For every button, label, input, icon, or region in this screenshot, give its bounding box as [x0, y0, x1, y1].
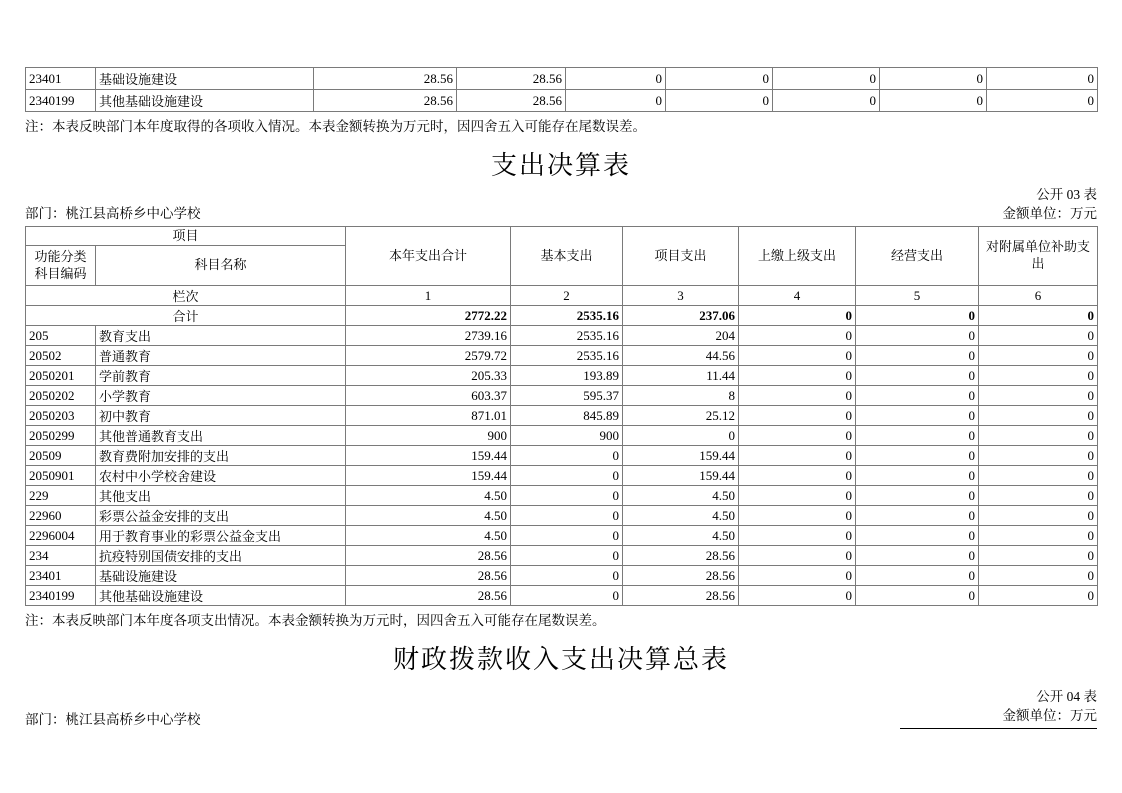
total-value-2: 2535.16 [511, 306, 623, 326]
value-cell: 0 [979, 566, 1098, 586]
expenditure-meta-row [25, 205, 1097, 223]
value-cell: 159.44 [623, 466, 739, 486]
value-cell: 4.50 [623, 486, 739, 506]
income-table-body [26, 68, 1098, 112]
expenditure-unit-label: 金额单位：万元 [1002, 206, 1097, 221]
value-cell: 2739.16 [346, 326, 511, 346]
value-cell: 2535.16 [511, 326, 623, 346]
subject-name-cell: 学前教育 [96, 366, 346, 386]
value-cell: 0 [880, 68, 987, 90]
value-cell: 0 [979, 526, 1098, 546]
subject-name-cell: 普通教育 [96, 346, 346, 366]
total-label: 合计 [26, 306, 346, 326]
header-subject-name: 科目名称 [96, 246, 346, 286]
header-subsidy-to-affiliates: 对附属单位补助支出 [979, 227, 1098, 286]
value-cell: 0 [739, 446, 856, 466]
value-cell: 0 [773, 90, 880, 112]
code-cell: 2296004 [26, 526, 96, 546]
value-cell: 0 [739, 546, 856, 566]
value-cell: 0 [739, 566, 856, 586]
value-cell: 0 [566, 68, 666, 90]
value-cell: 0 [511, 526, 623, 546]
value-cell: 0 [979, 546, 1098, 566]
value-cell: 0 [979, 506, 1098, 526]
subject-name-cell: 教育支出 [96, 326, 346, 346]
table-row [26, 346, 1098, 366]
code-cell: 23401 [26, 68, 96, 90]
value-cell: 0 [856, 586, 979, 606]
value-cell: 0 [511, 466, 623, 486]
header-project-expenditure: 项目支出 [623, 227, 739, 286]
value-cell: 28.56 [314, 68, 457, 90]
value-cell: 0 [856, 406, 979, 426]
value-cell: 0 [856, 366, 979, 386]
value-cell: 159.44 [623, 446, 739, 466]
header-function-code: 功能分类科目编码 [26, 246, 96, 286]
code-cell: 2050299 [26, 426, 96, 446]
header-basic-expenditure: 基本支出 [511, 227, 623, 286]
value-cell: 25.12 [623, 406, 739, 426]
value-cell: 28.56 [346, 586, 511, 606]
table-row [26, 326, 1098, 346]
subject-name-cell: 基础设施建设 [96, 68, 314, 90]
value-cell: 4.50 [623, 526, 739, 546]
value-cell: 845.89 [511, 406, 623, 426]
summary-department-label: 部门：桃江县高桥乡中心学校 [25, 712, 201, 727]
value-cell: 0 [739, 346, 856, 366]
value-cell: 0 [773, 68, 880, 90]
code-cell: 2340199 [26, 586, 96, 606]
value-cell: 4.50 [623, 506, 739, 526]
value-cell: 0 [739, 406, 856, 426]
lanci-2: 2 [511, 286, 623, 306]
value-cell: 0 [739, 426, 856, 446]
code-cell: 22960 [26, 506, 96, 526]
subject-name-cell: 其他支出 [96, 486, 346, 506]
table-row [26, 366, 1098, 386]
code-cell: 20502 [26, 346, 96, 366]
value-cell: 0 [856, 326, 979, 346]
value-cell: 0 [739, 386, 856, 406]
value-cell: 4.50 [346, 486, 511, 506]
lanci-5: 5 [856, 286, 979, 306]
subject-name-cell: 用于教育事业的彩票公益金支出 [96, 526, 346, 546]
summary-table-number: 公开 04 表 [1036, 689, 1097, 704]
expenditure-table [25, 226, 1098, 606]
value-cell: 0 [856, 346, 979, 366]
value-cell: 0 [880, 90, 987, 112]
summary-unit-label: 金额单位：万元 [900, 707, 1097, 729]
value-cell: 4.50 [346, 526, 511, 546]
table-row [26, 526, 1098, 546]
lanci-6: 6 [979, 286, 1098, 306]
value-cell: 0 [623, 426, 739, 446]
header-project: 项目 [26, 227, 346, 246]
value-cell: 0 [739, 466, 856, 486]
expenditure-table-number: 公开 03 表 [1036, 187, 1097, 202]
total-value-6: 0 [979, 306, 1098, 326]
page-top-margin [0, 0, 1122, 67]
value-cell: 8 [623, 386, 739, 406]
summary-meta-row [25, 707, 1097, 729]
header-operating-expenditure: 经营支出 [856, 227, 979, 286]
value-cell: 0 [987, 68, 1098, 90]
subject-name-cell: 初中教育 [96, 406, 346, 426]
lanci-1: 1 [346, 286, 511, 306]
value-cell: 0 [979, 486, 1098, 506]
summary-table-title: 财政拨款收入支出决算总表 [392, 645, 729, 674]
table-row [26, 546, 1098, 566]
expenditure-table-header [26, 227, 1098, 306]
value-cell: 28.56 [623, 566, 739, 586]
value-cell: 204 [623, 326, 739, 346]
income-table-note: 注：本表反映部门本年度取得的各项收入情况。本表金额转换为万元时，因四舍五入可能存在尾数误差。 [25, 119, 646, 134]
header-upward-payment: 上缴上级支出 [739, 227, 856, 286]
value-cell: 0 [979, 426, 1098, 446]
subject-name-cell: 抗疫特别国债安排的支出 [96, 546, 346, 566]
value-cell: 0 [979, 446, 1098, 466]
value-cell: 0 [979, 386, 1098, 406]
total-value-3: 237.06 [623, 306, 739, 326]
value-cell: 44.56 [623, 346, 739, 366]
value-cell: 0 [666, 68, 773, 90]
value-cell: 0 [856, 486, 979, 506]
table-row [26, 566, 1098, 586]
code-cell: 229 [26, 486, 96, 506]
value-cell: 28.56 [346, 566, 511, 586]
value-cell: 603.37 [346, 386, 511, 406]
value-cell: 28.56 [346, 546, 511, 566]
table-row [26, 406, 1098, 426]
value-cell: 0 [979, 466, 1098, 486]
subject-name-cell: 其他基础设施建设 [96, 586, 346, 606]
subject-name-cell: 基础设施建设 [96, 566, 346, 586]
value-cell: 4.50 [346, 506, 511, 526]
table-row [26, 386, 1098, 406]
expenditure-department-label: 部门：桃江县高桥乡中心学校 [25, 206, 201, 221]
code-cell: 234 [26, 546, 96, 566]
subject-name-cell: 彩票公益金安排的支出 [96, 506, 346, 526]
subject-name-cell: 小学教育 [96, 386, 346, 406]
lanci-4: 4 [739, 286, 856, 306]
value-cell: 0 [511, 506, 623, 526]
code-cell: 2050201 [26, 366, 96, 386]
value-cell: 0 [979, 406, 1098, 426]
total-value-1: 2772.22 [346, 306, 511, 326]
code-cell: 2050203 [26, 406, 96, 426]
subject-name-cell: 其他普通教育支出 [96, 426, 346, 446]
value-cell: 0 [666, 90, 773, 112]
value-cell: 2535.16 [511, 346, 623, 366]
lanci-label: 栏次 [26, 286, 346, 306]
value-cell: 0 [856, 566, 979, 586]
value-cell: 28.56 [623, 586, 739, 606]
value-cell: 900 [346, 426, 511, 446]
value-cell: 2579.72 [346, 346, 511, 366]
value-cell: 0 [511, 546, 623, 566]
value-cell: 871.01 [346, 406, 511, 426]
code-cell: 205 [26, 326, 96, 346]
subject-name-cell: 教育费附加安排的支出 [96, 446, 346, 466]
total-value-5: 0 [856, 306, 979, 326]
code-cell: 23401 [26, 566, 96, 586]
value-cell: 205.33 [346, 366, 511, 386]
value-cell: 0 [856, 446, 979, 466]
value-cell: 193.89 [511, 366, 623, 386]
value-cell: 595.37 [511, 386, 623, 406]
value-cell: 28.56 [623, 546, 739, 566]
value-cell: 159.44 [346, 446, 511, 466]
table-row [26, 506, 1098, 526]
code-cell: 20509 [26, 446, 96, 466]
value-cell: 28.56 [457, 68, 566, 90]
value-cell: 0 [856, 526, 979, 546]
table-row [26, 446, 1098, 466]
code-cell: 2050202 [26, 386, 96, 406]
value-cell: 0 [979, 586, 1098, 606]
table-row [26, 466, 1098, 486]
table-row [26, 426, 1098, 446]
value-cell: 0 [739, 506, 856, 526]
value-cell: 0 [511, 446, 623, 466]
value-cell: 0 [511, 586, 623, 606]
value-cell: 0 [856, 386, 979, 406]
total-row [26, 306, 1098, 326]
total-value-4: 0 [739, 306, 856, 326]
value-cell: 11.44 [623, 366, 739, 386]
value-cell: 0 [979, 346, 1098, 366]
income-table-fragment [25, 67, 1098, 112]
expenditure-table-title: 支出决算表 [490, 151, 631, 180]
value-cell: 0 [739, 326, 856, 346]
value-cell: 0 [856, 546, 979, 566]
expenditure-table-body [26, 326, 1098, 606]
header-total-expenditure: 本年支出合计 [346, 227, 511, 286]
value-cell: 0 [739, 586, 856, 606]
table-row [26, 68, 1098, 90]
value-cell: 0 [739, 526, 856, 546]
value-cell: 28.56 [314, 90, 457, 112]
table-row [26, 586, 1098, 606]
value-cell: 0 [979, 326, 1098, 346]
value-cell: 0 [511, 566, 623, 586]
value-cell: 0 [739, 486, 856, 506]
lanci-3: 3 [623, 286, 739, 306]
code-cell: 2340199 [26, 90, 96, 112]
value-cell: 159.44 [346, 466, 511, 486]
value-cell: 28.56 [457, 90, 566, 112]
value-cell: 0 [856, 466, 979, 486]
value-cell: 900 [511, 426, 623, 446]
subject-name-cell: 其他基础设施建设 [96, 90, 314, 112]
value-cell: 0 [987, 90, 1098, 112]
value-cell: 0 [566, 90, 666, 112]
value-cell: 0 [856, 426, 979, 446]
subject-name-cell: 农村中小学校舍建设 [96, 466, 346, 486]
table-row [26, 90, 1098, 112]
expenditure-table-note: 注：本表反映部门本年度各项支出情况。本表金额转换为万元时，因四舍五入可能存在尾数误差。 [25, 613, 606, 628]
table-row [26, 486, 1098, 506]
value-cell: 0 [979, 366, 1098, 386]
value-cell: 0 [739, 366, 856, 386]
code-cell: 2050901 [26, 466, 96, 486]
value-cell: 0 [511, 486, 623, 506]
value-cell: 0 [856, 506, 979, 526]
